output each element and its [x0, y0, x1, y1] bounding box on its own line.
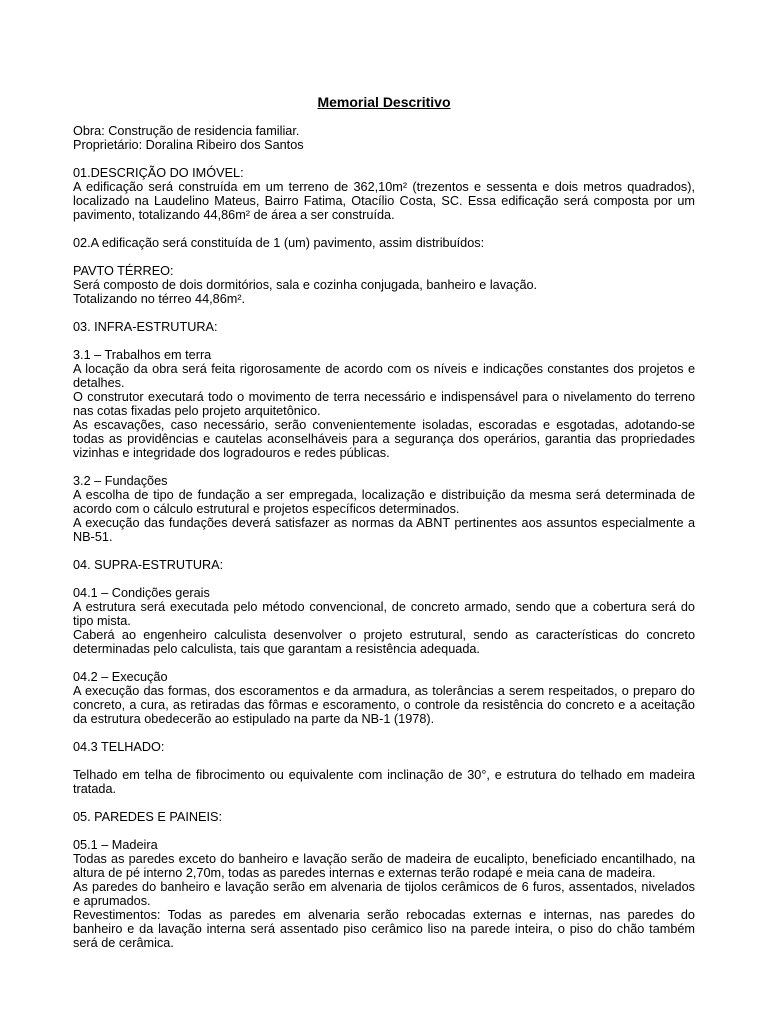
- paragraph: Totalizando no térreo 44,86m².: [73, 292, 246, 306]
- section-04-2: [73, 670, 695, 726]
- document-body: [73, 94, 695, 964]
- subsection-heading: 04.1 – Condições gerais: [73, 586, 210, 600]
- subsection-heading: 04.3 TELHADO:: [73, 740, 165, 754]
- project-header: [73, 124, 695, 152]
- section-04-3-text: [73, 768, 695, 796]
- section-05: [73, 810, 695, 824]
- section-05-1: [73, 838, 695, 950]
- paragraph: A edificação será construída em um terreno de 362,10m² (trezentos e sessenta e dois metros quadrados), localizado na Laudelino Mateus, Bairro Fatima, Otacílio Costa, SC. Essa edificação será composta por um pavimento, totalizando 44,86m² de área a ser construída.: [73, 180, 695, 222]
- paragraph: As escavações, caso necessário, serão convenientemente isoladas, escoradas e esgotadas, adotando-se todas as providências e cautelas aconselháveis para a segurança dos operários, garantia das propriedades vizinhas e integridade dos logradouros e redes públicas.: [73, 418, 695, 460]
- paragraph: A execução das fundações deverá satisfazer as normas da ABNT pertinentes aos assuntos especialmente a NB-51.: [73, 516, 695, 544]
- section-3-1: [73, 348, 695, 460]
- section-heading: 04. SUPRA-ESTRUTURA:: [73, 558, 224, 572]
- paragraph: O construtor executará todo o movimento de terra necessário e indispensável para o nivelamento do terreno nas cotas fixadas pelo projeto arquitetônico.: [73, 390, 695, 418]
- paragraph: A locação da obra será feita rigorosamente de acordo com os níveis e indicações constantes dos projetos e detalhes.: [73, 362, 695, 390]
- section-heading: PAVTO TÉRREO:: [73, 264, 174, 278]
- subsection-heading: 3.2 – Fundações: [73, 474, 168, 488]
- section-01: [73, 166, 695, 222]
- section-heading: 01.DESCRIÇÃO DO IMÓVEL:: [73, 166, 244, 180]
- section-03: [73, 320, 695, 334]
- paragraph: 02.A edificação será constituída de 1 (um) pavimento, assim distribuídos:: [73, 236, 485, 250]
- section-02: [73, 236, 695, 250]
- subsection-heading: 04.2 – Execução: [73, 670, 168, 684]
- paragraph: A escolha de tipo de fundação a ser empregada, localização e distribuição da mesma será determinada de acordo com o cálculo estrutural e projetos específicos determinados.: [73, 488, 695, 516]
- section-heading: 03. INFRA-ESTRUTURA:: [73, 320, 218, 334]
- section-04-1: [73, 586, 695, 656]
- paragraph: Caberá ao engenheiro calculista desenvolver o projeto estrutural, sendo as características do concreto determinadas pelo calculista, tais que garantam a resistência adequada.: [73, 628, 695, 656]
- paragraph: Todas as paredes exceto do banheiro e lavação serão de madeira de eucalipto, beneficiado encantilhado, na altura de pé interno 2,70m, todas as paredes internas e externas terão rodapé e meia cana de madeira.: [73, 852, 695, 880]
- proprietario-line: Proprietário: Doralina Ribeiro dos Santos: [73, 138, 304, 152]
- paragraph: Será composto de dois dormitórios, sala e cozinha conjugada, banheiro e lavação.: [73, 278, 538, 292]
- paragraph: Revestimentos: Todas as paredes em alvenaria serão rebocadas externas e internas, nas paredes do banheiro e da lavação interna será assentado piso cerâmico liso na parede inteira, o piso do chão também será de cerâmica.: [73, 908, 695, 950]
- section-3-2: [73, 474, 695, 544]
- section-04: [73, 558, 695, 572]
- page-title: Memorial Descritivo: [317, 94, 451, 110]
- subsection-heading: 3.1 – Trabalhos em terra: [73, 348, 212, 362]
- paragraph: A estrutura será executada pelo método convencional, de concreto armado, sendo que a cobertura será do tipo mista.: [73, 600, 695, 628]
- obra-line: Obra: Construção de residencia familiar.: [73, 124, 300, 138]
- subsection-heading: 05.1 – Madeira: [73, 838, 158, 852]
- section-04-3: [73, 740, 695, 754]
- paragraph: A execução das formas, dos escoramentos e da armadura, as tolerâncias a serem respeitados, o preparo do concreto, a cura, as retiradas das fôrmas e escoramento, o controle da resistência do concreto e a aceitação da estrutura obedecerão ao estipulado na parte da NB-1 (1978).: [73, 684, 695, 726]
- section-heading: 05. PAREDES E PAINEIS:: [73, 810, 223, 824]
- paragraph: As paredes do banheiro e lavação serão em alvenaria de tijolos cerâmicos de 6 furos, assentados, nivelados e aprumados.: [73, 880, 695, 908]
- section-pavto-terreo: [73, 264, 695, 306]
- paragraph: Telhado em telha de fibrocimento ou equivalente com inclinação de 30°, e estrutura do telhado em madeira tratada.: [73, 768, 695, 796]
